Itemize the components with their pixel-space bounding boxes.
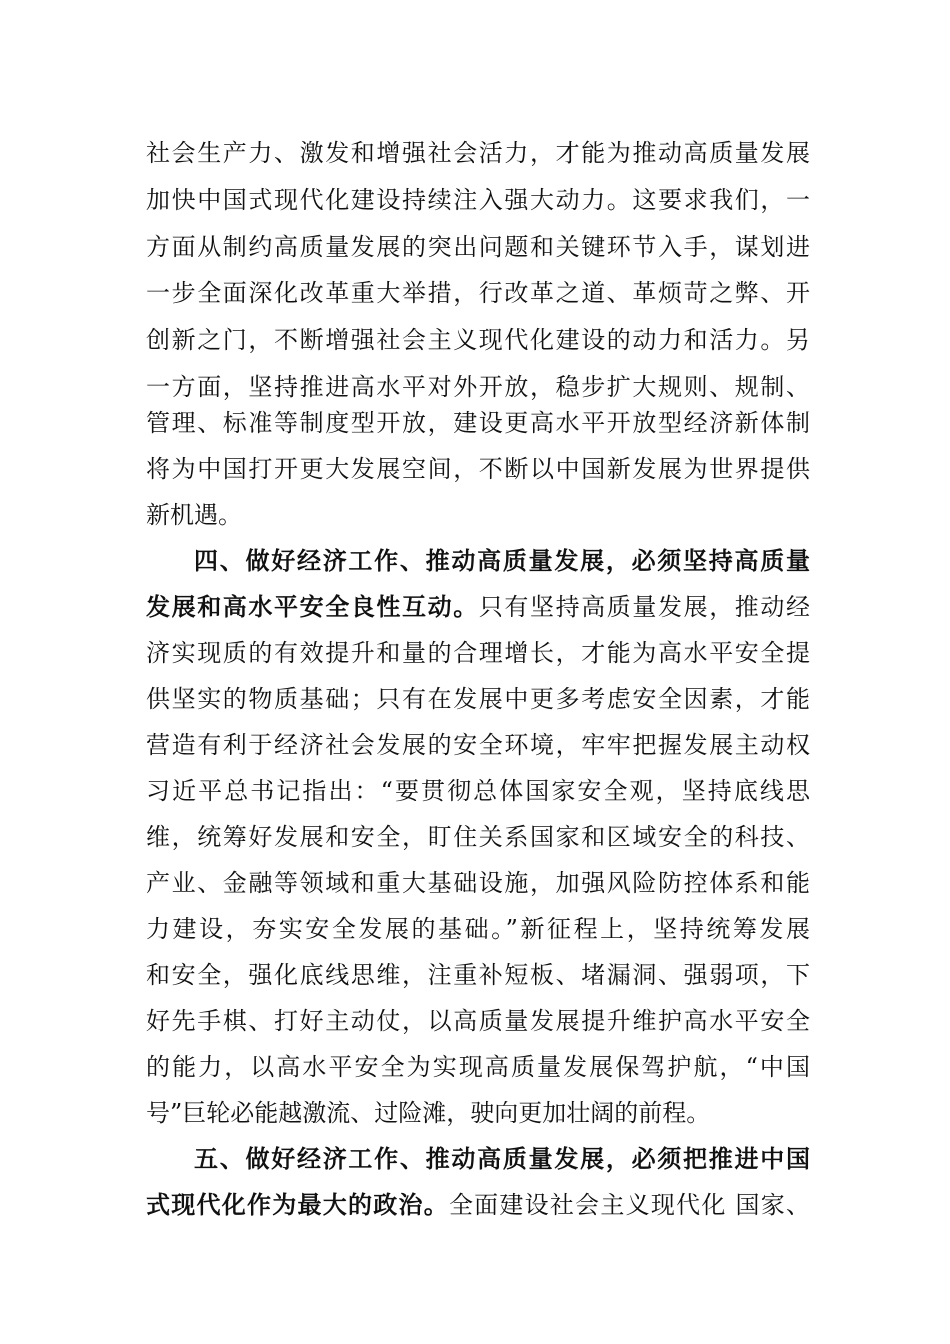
line-text: 习近平总书记指出：“要贯彻总体国家安全观，坚持底线思 (146, 777, 810, 805)
line-text: 新机遇。 (146, 501, 242, 529)
body-line (146, 273, 810, 313)
body-line (146, 1047, 810, 1087)
body-line (146, 367, 810, 407)
line-text: 力建设，夯实安全发展的基础。”新征程上，坚持统筹发展 (146, 915, 810, 943)
line-text: 创新之门，不断增强社会主义现代化建设的动力和活力。另 (146, 326, 810, 354)
body-line (146, 403, 810, 443)
body-line (146, 955, 810, 995)
line-text: 方面从制约高质量发展的突出问题和关键环节入手，谋划进 (146, 233, 810, 261)
heading-text: 式现代化作为最大的政治。 (146, 1191, 449, 1219)
heading-text: 四、做好经济工作、推动高质量发展，必须坚持高质量 (194, 547, 810, 575)
body-line (146, 133, 810, 173)
line-text: 只有坚持高质量发展，推动经 (478, 593, 811, 621)
line-text: 维，统筹好发展和安全，盯住关系国家和区域安全的科技、 (146, 823, 810, 851)
line-text: 一步全面深化改革重大举措，行改革之道、革烦苛之弊、开 (146, 279, 810, 307)
line-text: 将为中国打开更大发展空间，不断以中国新发展为世界提供 (146, 455, 810, 483)
body-line (146, 1001, 810, 1041)
body-line (146, 633, 810, 673)
line-text: 管理、标准等制度型开放，建设更高水平开放型经济新体制 (146, 409, 810, 437)
heading-text: 五、做好经济工作、推动高质量发展，必须把推进中国 (194, 1145, 810, 1173)
line-text: 产业、金融等领域和重大基础设施，加强风险防控体系和能 (146, 869, 810, 897)
body-line (146, 227, 810, 267)
section-heading-5-continued (146, 1185, 810, 1225)
body-line (146, 771, 810, 811)
line-text: 供坚实的物质基础；只有在发展中更多考虑安全因素，才能 (146, 685, 810, 713)
line-text: 济实现质的有效提升和量的合理增长，才能为高水平安全提 (146, 639, 810, 667)
line-text: 一方面，坚持推进高水平对外开放，稳步扩大规则、规制、 (146, 373, 810, 401)
section-heading-4 (194, 541, 810, 581)
body-line (146, 679, 810, 719)
body-line (146, 725, 810, 765)
line-text: 号”巨轮必能越激流、过险滩，驶向更加壮阔的前程。 (146, 1099, 711, 1127)
body-line (146, 863, 810, 903)
body-line (146, 320, 810, 360)
section-heading-4-continued (146, 587, 810, 627)
section-heading-5 (194, 1139, 810, 1179)
body-line (146, 1093, 810, 1133)
line-text: 营造有利于经济社会发展的安全环境，牢牢把握发展主动权 (146, 731, 810, 759)
line-text: 的能力，以高水平安全为实现高质量发展保驾护航，“中国 (146, 1053, 810, 1081)
heading-text: 发展和高水平安全良性互动。 (146, 593, 479, 621)
line-text: 全面建设社会主义现代化 国家、 (448, 1191, 810, 1219)
line-text: 加快中国式现代化建设持续注入强大动力。这要求我们，一 (146, 186, 810, 214)
body-line (146, 449, 810, 489)
line-text: 好先手棋、打好主动仗，以高质量发展提升维护高水平安全 (146, 1007, 810, 1035)
body-line (146, 180, 810, 220)
body-line (146, 909, 810, 949)
body-line (146, 495, 810, 535)
line-text: 社会生产力、激发和增强社会活力，才能为推动高质量发展 (146, 139, 810, 167)
line-text: 和安全，强化底线思维，注重补短板、堵漏洞、强弱项，下 (146, 961, 810, 989)
body-line (146, 817, 810, 857)
